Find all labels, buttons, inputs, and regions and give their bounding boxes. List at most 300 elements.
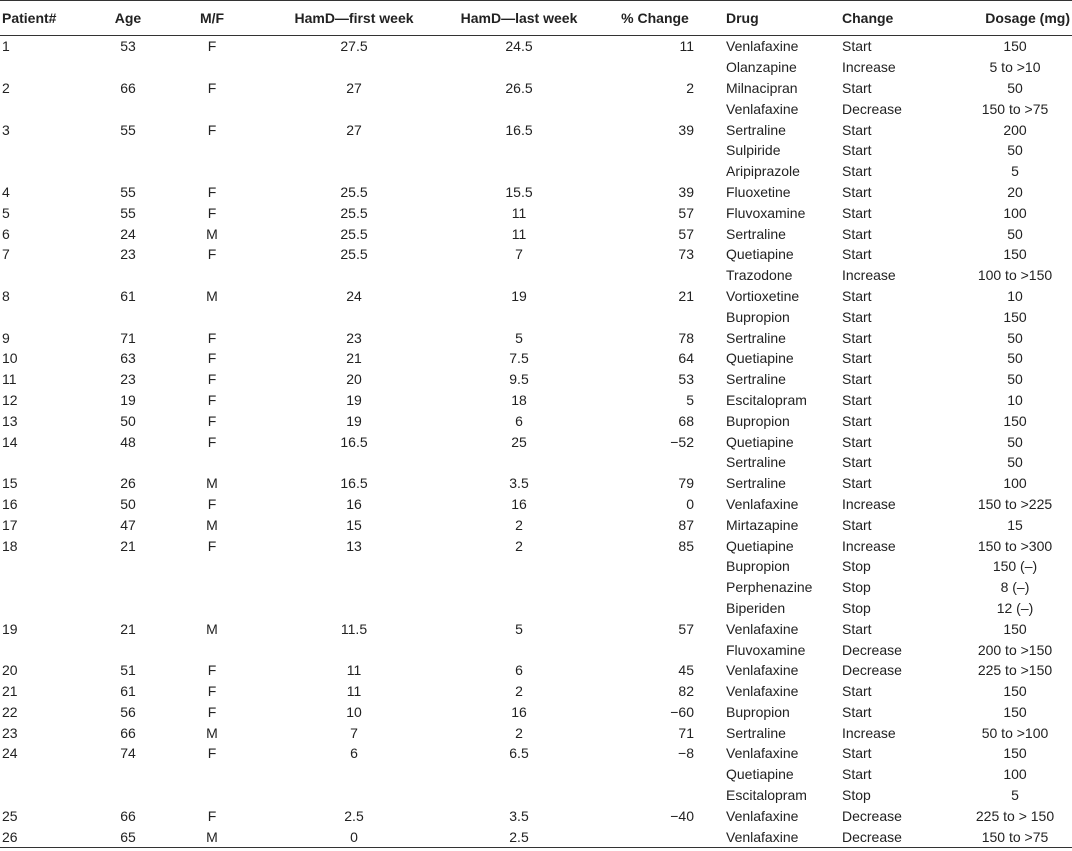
hamd-last-cell: 6 <box>515 662 523 679</box>
percent-change-cell <box>600 785 710 806</box>
age-cell <box>102 306 154 327</box>
sex-cell: M <box>206 516 218 533</box>
table-row <box>0 722 1072 743</box>
percent-change-cell: 39 <box>678 121 694 138</box>
dosage-cell: 150 <box>1003 745 1027 762</box>
dosage-cell: 150 <box>1003 620 1027 637</box>
table-row <box>0 223 1072 244</box>
age-cell: 50 <box>120 495 136 512</box>
table-row <box>0 369 1072 390</box>
hamd-last-cell: 16 <box>511 495 527 512</box>
sex-cell: F <box>207 662 217 679</box>
drug-cell: Mirtazapine <box>726 516 799 533</box>
age-cell <box>102 556 154 577</box>
hamd-first-cell <box>270 140 438 161</box>
hamd-last-cell: 7 <box>515 246 523 263</box>
hamd-last-cell <box>438 265 600 286</box>
dosage-cell: 50 <box>1007 79 1023 96</box>
drug-cell: Quetiapine <box>726 766 794 783</box>
change-cell: Start <box>842 412 872 429</box>
patient-cell: 2 <box>2 79 10 96</box>
hamd-last-cell <box>438 57 600 78</box>
sex-cell <box>154 265 270 286</box>
change-cell: Start <box>842 475 872 492</box>
sex-cell <box>154 577 270 598</box>
change-cell: Stop <box>842 599 871 616</box>
hamd-first-cell: 25.5 <box>340 225 368 242</box>
drug-cell: Sertraline <box>726 724 786 741</box>
dosage-cell: 10 <box>1007 391 1023 408</box>
change-cell: Start <box>842 38 872 55</box>
table-row <box>0 98 1072 119</box>
percent-change-cell <box>600 764 710 785</box>
age-cell: 53 <box>120 38 136 55</box>
dosage-header: Dosage (mg) <box>958 1 1072 36</box>
sex-cell: F <box>207 807 217 824</box>
percent-change-cell: 79 <box>678 475 694 492</box>
dosage-cell: 20 <box>1007 183 1023 200</box>
sex-cell <box>154 598 270 619</box>
dosage-cell: 150 to >300 <box>977 537 1053 554</box>
sex-cell <box>154 306 270 327</box>
patient-cell <box>0 161 102 182</box>
percent-change-cell: −60 <box>670 703 694 720</box>
drug-cell: Escitalopram <box>726 391 807 408</box>
hamd-first-cell: 13 <box>346 537 362 554</box>
hamd-last-cell <box>438 140 600 161</box>
hamd-last-cell <box>438 556 600 577</box>
hamd-first-cell <box>270 598 438 619</box>
patient-cell: 19 <box>2 620 18 637</box>
sex-cell: F <box>207 412 217 429</box>
sex-cell: F <box>207 703 217 720</box>
hamd-last-cell <box>438 306 600 327</box>
table-row <box>0 598 1072 619</box>
age-cell: 61 <box>120 287 136 304</box>
hamd-first-cell: 2.5 <box>344 807 364 824</box>
dosage-cell: 225 to > 150 <box>975 807 1055 824</box>
drug-cell: Venlafaxine <box>726 807 799 824</box>
hamd-first-cell: 25.5 <box>340 246 368 263</box>
hamd-last-cell: 16.5 <box>505 121 533 138</box>
dosage-cell: 8 (–) <box>1000 579 1030 596</box>
table-row <box>0 826 1072 847</box>
age-cell: 55 <box>120 121 136 138</box>
percent-change-cell <box>600 577 710 598</box>
hamd-last-cell: 5 <box>515 329 523 346</box>
sex-cell: F <box>207 683 217 700</box>
table-header <box>0 1 1072 36</box>
percent-change-cell <box>600 265 710 286</box>
dosage-cell: 225 to >150 <box>977 662 1053 679</box>
patient-cell: 15 <box>2 475 18 492</box>
hamd-first-cell <box>270 452 438 473</box>
table-row <box>0 431 1072 452</box>
change-cell: Start <box>842 183 872 200</box>
change-cell: Start <box>842 246 872 263</box>
age-cell <box>102 764 154 785</box>
drug-cell: Bupropion <box>726 703 790 720</box>
dosage-cell: 150 <box>1003 703 1027 720</box>
table-row <box>0 805 1072 826</box>
age-cell <box>102 265 154 286</box>
patient-cell: 23 <box>2 724 18 741</box>
patient-cell: 25 <box>2 807 18 824</box>
percent-change-cell <box>600 639 710 660</box>
sex-cell: M <box>206 620 218 637</box>
dosage-cell: 50 <box>1007 371 1023 388</box>
percent-change-header: % Change <box>600 1 710 36</box>
table-row <box>0 535 1072 556</box>
percent-change-cell <box>600 598 710 619</box>
dosage-cell: 10 <box>1007 287 1023 304</box>
table-row <box>0 327 1072 348</box>
dosage-cell: 5 <box>1011 163 1019 180</box>
percent-change-cell: −8 <box>678 745 694 762</box>
table-row <box>0 182 1072 203</box>
dosage-cell: 50 <box>1007 454 1023 471</box>
hamd-last-cell <box>438 785 600 806</box>
hamd-first-cell <box>270 577 438 598</box>
change-cell: Increase <box>842 59 896 76</box>
age-cell <box>102 598 154 619</box>
change-cell: Start <box>842 703 872 720</box>
sex-cell <box>154 57 270 78</box>
age-cell: 56 <box>120 703 136 720</box>
dosage-cell: 150 <box>1003 308 1027 325</box>
patient-cell: 11 <box>2 371 17 388</box>
age-cell: 23 <box>120 371 136 388</box>
hamd-last-cell: 6.5 <box>509 745 529 762</box>
age-cell: 51 <box>120 662 136 679</box>
age-cell: 74 <box>120 745 136 762</box>
change-cell: Start <box>842 287 872 304</box>
hamd-last-cell: 11 <box>511 225 527 242</box>
change-cell: Start <box>842 683 872 700</box>
drug-cell: Olanzapine <box>726 59 797 76</box>
drug-cell: Biperiden <box>726 599 786 616</box>
hamd-first-cell <box>270 785 438 806</box>
sex-cell: F <box>207 329 217 346</box>
change-cell: Start <box>842 204 872 221</box>
table-row <box>0 681 1072 702</box>
patient-cell: 22 <box>2 703 18 720</box>
patient-cell <box>0 764 102 785</box>
drug-cell: Bupropion <box>726 558 790 575</box>
patient-cell: 21 <box>2 683 18 700</box>
drug-cell: Venlafaxine <box>726 683 799 700</box>
drug-cell: Venlafaxine <box>726 620 799 637</box>
hamd-last-cell: 19 <box>511 287 527 304</box>
table-row <box>0 244 1072 265</box>
percent-change-cell: 39 <box>678 183 694 200</box>
patient-cell: 16 <box>2 495 18 512</box>
change-cell: Start <box>842 745 872 762</box>
patient-cell: 20 <box>2 662 18 679</box>
hamd-first-cell: 21 <box>346 350 362 367</box>
hamd-first-cell: 11.5 <box>340 620 368 637</box>
dosage-cell: 200 <box>1003 121 1027 138</box>
change-cell: Start <box>842 350 872 367</box>
dosage-cell: 150 to >225 <box>977 495 1053 512</box>
hamd-first-cell: 16 <box>346 495 362 512</box>
sex-cell: F <box>207 537 217 554</box>
drug-cell: Bupropion <box>726 308 790 325</box>
sex-cell: F <box>207 433 217 450</box>
header-row <box>0 1 1072 36</box>
table-row <box>0 785 1072 806</box>
drug-cell: Venlafaxine <box>710 826 842 847</box>
drug-cell: Venlafaxine <box>726 100 799 117</box>
table-row <box>0 452 1072 473</box>
drug-cell: Venlafaxine <box>726 495 799 512</box>
age-cell <box>102 577 154 598</box>
percent-change-cell: 57 <box>678 620 694 637</box>
hamd-first-cell: 20 <box>346 371 362 388</box>
table-row <box>0 639 1072 660</box>
age-cell: 26 <box>120 475 136 492</box>
sex-cell: M <box>206 225 218 242</box>
hamd-first-cell <box>270 57 438 78</box>
patient-cell <box>0 140 102 161</box>
patient-cell <box>0 306 102 327</box>
hamd-first-cell: 11 <box>346 683 362 700</box>
percent-change-cell: 78 <box>678 329 694 346</box>
hamd-first-cell <box>270 556 438 577</box>
drug-cell: Fluvoxamine <box>726 641 806 658</box>
patient-cell: 4 <box>2 183 10 200</box>
table-row <box>0 743 1072 764</box>
drug-cell: Venlafaxine <box>726 38 799 55</box>
hamd-last-cell <box>438 452 600 473</box>
hamd-first-cell <box>270 764 438 785</box>
hamd-first-cell: 10 <box>346 703 362 720</box>
drug-cell: Sertraline <box>726 371 786 388</box>
table-row <box>0 618 1072 639</box>
dosage-cell: 5 <box>1011 787 1019 804</box>
hamd-last-cell: 3.5 <box>509 807 529 824</box>
hamd-last-cell: 2 <box>515 537 523 554</box>
sex-cell: F <box>207 391 217 408</box>
table-row <box>0 660 1072 681</box>
drug-cell: Venlafaxine <box>726 662 799 679</box>
percent-change-cell <box>600 452 710 473</box>
age-cell: 21 <box>120 620 136 637</box>
table-body <box>0 36 1072 848</box>
hamd-last-cell: 5 <box>515 620 523 637</box>
age-header: Age <box>102 1 154 36</box>
hamd-last-cell: 2 <box>515 516 523 533</box>
hamd-last-week-header: HamD—last week <box>438 1 600 36</box>
hamd-last-cell: 16 <box>511 703 527 720</box>
table-row <box>0 514 1072 535</box>
patient-cell: 5 <box>2 204 10 221</box>
percent-change-cell <box>600 140 710 161</box>
percent-change-cell: 2 <box>686 79 694 96</box>
percent-change-cell <box>600 98 710 119</box>
percent-change-cell: 71 <box>678 724 694 741</box>
dosage-cell: 150 (–) <box>992 558 1038 575</box>
change-cell: Start <box>842 79 872 96</box>
patient-cell <box>0 639 102 660</box>
age-cell <box>102 140 154 161</box>
hamd-first-cell: 27 <box>346 121 362 138</box>
dosage-cell: 100 <box>1003 766 1027 783</box>
hamd-last-cell <box>438 577 600 598</box>
percent-change-cell: 57 <box>678 204 694 221</box>
change-cell: Start <box>842 454 872 471</box>
dosage-cell: 50 <box>1007 329 1023 346</box>
percent-change-cell <box>600 826 710 847</box>
table-row <box>0 473 1072 494</box>
patient-cell: 26 <box>0 826 102 847</box>
age-cell: 50 <box>120 412 136 429</box>
drug-cell: Bupropion <box>726 412 790 429</box>
sex-cell <box>154 98 270 119</box>
sex-cell: F <box>207 121 217 138</box>
drug-cell: Aripiprazole <box>726 163 800 180</box>
hamd-last-cell <box>438 98 600 119</box>
table-row <box>0 764 1072 785</box>
percent-change-cell <box>600 556 710 577</box>
age-cell: 23 <box>120 246 136 263</box>
change-cell: Stop <box>842 787 871 804</box>
drug-cell: Sulpiride <box>726 142 781 159</box>
table-row <box>0 36 1072 57</box>
percent-change-cell: 53 <box>678 371 694 388</box>
drug-cell: Escitalopram <box>726 787 807 804</box>
drug-cell: Quetiapine <box>726 246 794 263</box>
table-row <box>0 161 1072 182</box>
hamd-last-cell: 2.5 <box>438 826 600 847</box>
drug-cell: Fluoxetine <box>726 183 791 200</box>
drug-cell: Sertraline <box>726 121 786 138</box>
percent-change-cell: −40 <box>670 807 694 824</box>
hamd-last-cell: 6 <box>515 412 523 429</box>
percent-change-cell: 11 <box>679 38 694 55</box>
dosage-cell: 150 <box>1003 246 1027 263</box>
dosage-cell: 150 <box>1003 38 1027 55</box>
patient-cell: 12 <box>2 391 18 408</box>
patient-cell: 13 <box>2 412 18 429</box>
age-cell <box>102 98 154 119</box>
hamd-first-cell <box>270 265 438 286</box>
hamd-first-cell: 25.5 <box>340 183 368 200</box>
change-cell: Decrease <box>842 807 902 824</box>
age-cell: 24 <box>120 225 136 242</box>
patient-cell <box>0 57 102 78</box>
age-cell: 47 <box>120 516 136 533</box>
sex-cell: F <box>207 204 217 221</box>
age-cell: 55 <box>120 183 136 200</box>
patient-cell <box>0 785 102 806</box>
age-cell: 66 <box>120 807 136 824</box>
patient-cell: 14 <box>2 433 18 450</box>
percent-change-cell: 73 <box>678 246 694 263</box>
age-cell <box>102 57 154 78</box>
age-cell: 48 <box>120 433 136 450</box>
age-cell: 21 <box>120 537 136 554</box>
age-cell: 66 <box>120 724 136 741</box>
hamd-first-cell: 24 <box>346 287 362 304</box>
age-cell: 66 <box>120 79 136 96</box>
table-row <box>0 202 1072 223</box>
patient-cell: 18 <box>2 537 18 554</box>
hamd-first-cell: 16.5 <box>340 475 368 492</box>
sex-header: M/F <box>154 1 270 36</box>
change-cell: Start <box>842 766 872 783</box>
table-row <box>0 410 1072 431</box>
sex-cell: M <box>206 475 218 492</box>
table-row <box>0 286 1072 307</box>
hamd-first-cell: 27.5 <box>340 38 368 55</box>
sex-cell <box>154 639 270 660</box>
drug-cell: Vortioxetine <box>726 287 800 304</box>
patient-cell <box>0 452 102 473</box>
percent-change-cell: 87 <box>678 516 694 533</box>
dosage-cell: 50 to >100 <box>981 724 1049 741</box>
dosage-cell: 15 <box>1007 516 1023 533</box>
age-cell <box>102 452 154 473</box>
hamd-first-cell: 23 <box>346 329 362 346</box>
table-row <box>0 306 1072 327</box>
dosage-cell: 200 to >150 <box>977 641 1053 658</box>
hamd-first-cell: 6 <box>350 745 358 762</box>
hamd-last-cell: 15.5 <box>505 183 533 200</box>
sex-cell: F <box>207 495 217 512</box>
table-row <box>0 494 1072 515</box>
dosage-cell: 50 <box>1007 225 1023 242</box>
percent-change-cell: 64 <box>678 350 694 367</box>
sex-cell: F <box>207 246 217 263</box>
patient-cell: 3 <box>2 121 10 138</box>
patient-cell: 10 <box>2 350 18 367</box>
hamd-last-cell <box>438 639 600 660</box>
hamd-first-cell: 19 <box>346 412 362 429</box>
drug-cell: Trazodone <box>726 267 793 284</box>
hamd-last-cell: 9.5 <box>509 371 529 388</box>
drug-cell: Sertraline <box>726 475 786 492</box>
hamd-last-cell <box>438 161 600 182</box>
patient-cell: 7 <box>2 246 10 263</box>
patient-cell: 1 <box>2 38 10 55</box>
sex-cell: M <box>154 826 270 847</box>
hamd-last-cell: 18 <box>511 391 527 408</box>
sex-cell: M <box>206 724 218 741</box>
percent-change-cell: 0 <box>686 495 694 512</box>
dosage-cell: 150 <box>1003 412 1027 429</box>
sex-cell: F <box>207 371 217 388</box>
drug-cell: Sertraline <box>726 225 786 242</box>
table-row <box>0 577 1072 598</box>
patient-header: Patient# <box>0 1 102 36</box>
patient-cell <box>0 98 102 119</box>
table-row <box>0 390 1072 411</box>
percent-change-cell: 85 <box>678 537 694 554</box>
change-cell: Increase <box>842 267 896 284</box>
drug-cell: Quetiapine <box>726 350 794 367</box>
table-row <box>0 265 1072 286</box>
sex-cell <box>154 140 270 161</box>
sex-cell <box>154 785 270 806</box>
sex-cell: F <box>207 183 217 200</box>
hamd-first-cell <box>270 161 438 182</box>
dosage-cell: 12 (–) <box>996 599 1034 616</box>
drug-cell: Venlafaxine <box>726 745 799 762</box>
hamd-last-cell: 7.5 <box>509 350 529 367</box>
percent-change-cell <box>600 306 710 327</box>
sex-cell <box>154 764 270 785</box>
